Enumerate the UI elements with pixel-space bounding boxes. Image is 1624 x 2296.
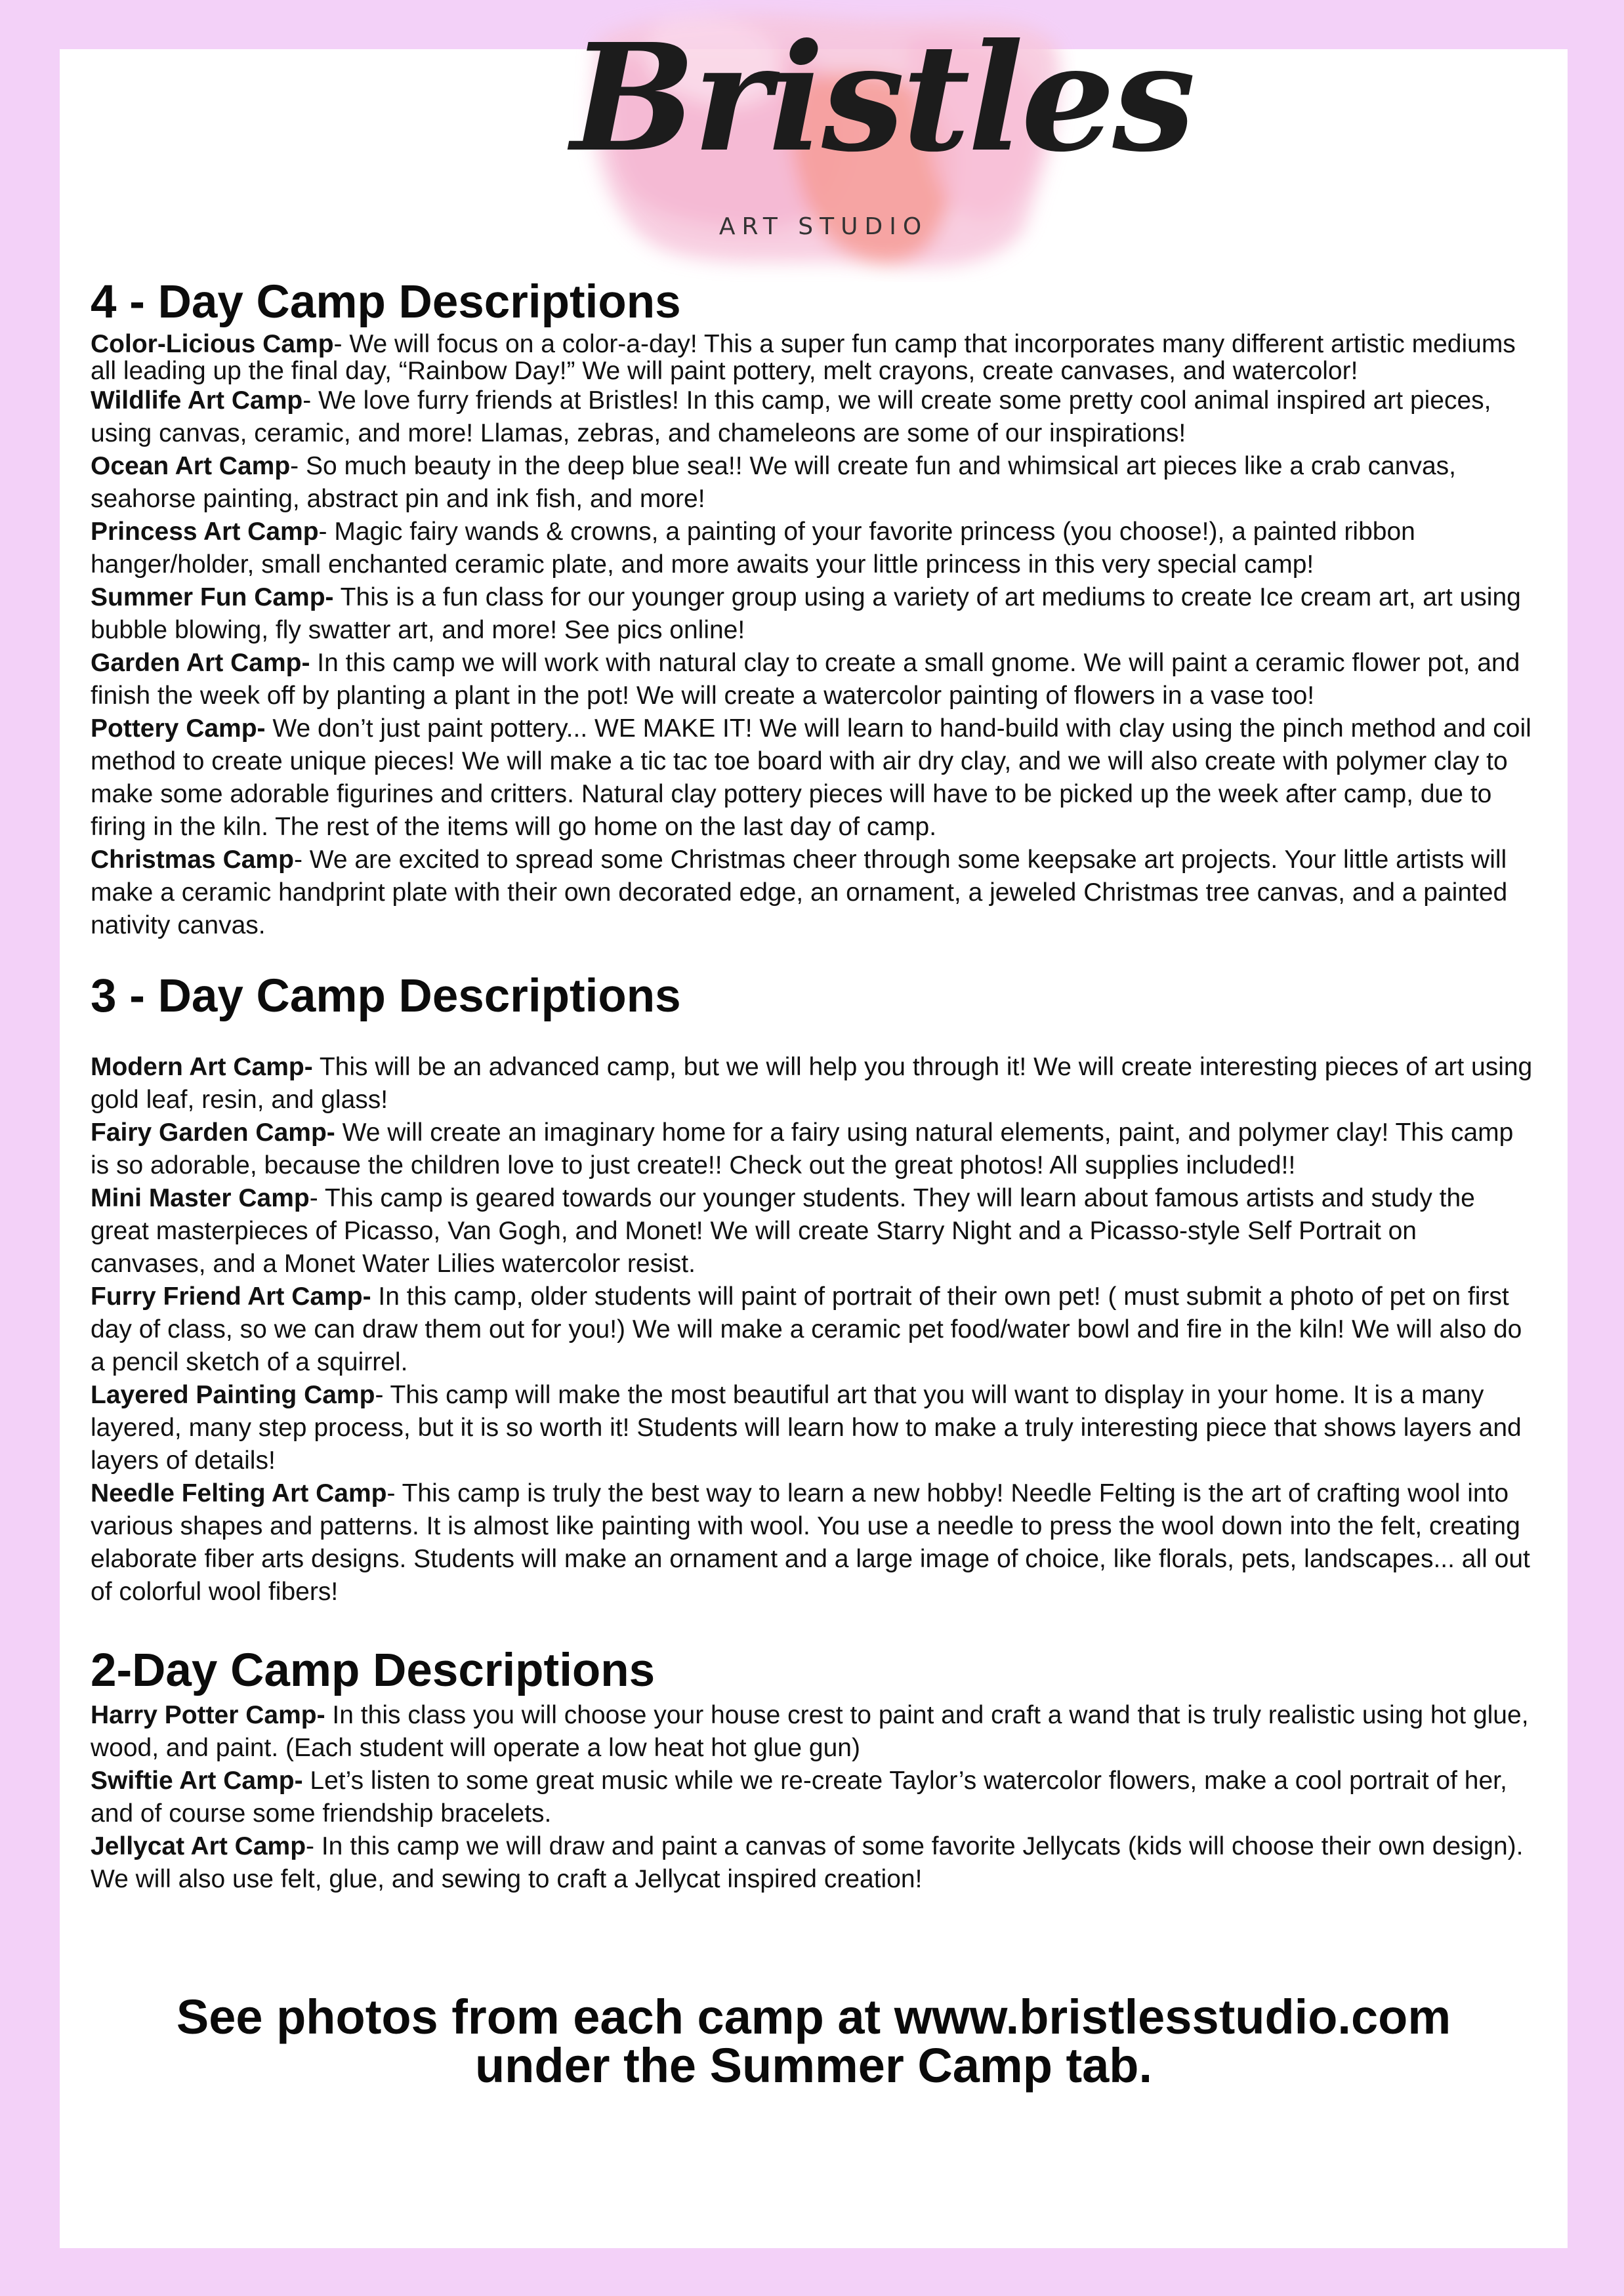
camp-text: - This camp will make the most beautiful art that you will want to display in your home. It is a many layered, many step process, but it is so worth it! Students will learn how to make a truly interesting piece that shows layers and layers of details! [91, 1381, 1522, 1475]
camp-entry [91, 712, 1534, 844]
camp-name: Pottery Camp- [91, 714, 266, 743]
camp-name: Needle Felting Art Camp [91, 1479, 387, 1507]
camp-name: Mini Master Camp [91, 1184, 310, 1212]
camp-name: Fairy Garden Camp- [91, 1118, 335, 1147]
camp-entry [91, 331, 1534, 384]
logo-subtitle: ART STUDIO [718, 213, 928, 240]
camp-text: We don’t just paint pottery... WE MAKE IT! We will learn to hand-build with clay using the pinch method and coil method to create unique pieces! We will make a tic tac toe board with air dry clay, and we will also create with polymer clay to make some adorable figurines and critters. Natural clay pottery pieces will have to be picked up the week after camp, due to firing in the kiln. The rest of the items will go home on the last day of camp. [91, 714, 1531, 841]
camp-name: Layered Painting Camp [91, 1381, 375, 1409]
camp-entry [91, 1182, 1534, 1281]
camp-name: Garden Art Camp- [91, 649, 310, 677]
spacer [91, 1609, 1534, 1643]
four-day-heading: 4 - Day Camp Descriptions [91, 276, 681, 328]
camp-descriptions [91, 274, 1534, 1896]
camp-name: Color-Licious Camp [91, 330, 334, 358]
camp-text: - This camp is geared towards our younger students. They will learn about famous artists and study the great masterpieces of Picasso, Van Gogh, and Monet! We will create Starry Night and a Picasso-style Self Portrait on canvases, and a Monet Water Lilies watercolor resist. [91, 1184, 1475, 1278]
camp-entry [91, 647, 1534, 712]
logo-wordmark: Bristles [571, 12, 1194, 185]
camp-entry [91, 581, 1534, 647]
spacer [91, 1025, 1534, 1051]
camp-text: In this class you will choose your house crest to paint and craft a wand that is truly realistic using hot glue, wood, and paint. (Each student will operate a low heat hot glue gun) [91, 1701, 1529, 1762]
camp-text: This is a fun class for our younger group using a variety of art mediums to create Ice cream art, art using bubble blowing, fly swatter art, and more! See pics online! [91, 583, 1521, 644]
website-callout-line1: See photos from each camp at www.bristlesstudio.com [176, 1990, 1451, 2044]
camp-text: - In this camp we will draw and paint a canvas of some favorite Jellycats (kids will choose their own design). We will also use felt, glue, and sewing to craft a Jellycat inspired creation! [91, 1832, 1524, 1893]
camp-entry [91, 844, 1534, 942]
camp-entry [91, 1379, 1534, 1477]
camp-entry [91, 1830, 1534, 1896]
spacer [91, 942, 1534, 968]
camp-text: - This camp is truly the best way to learn a new hobby! Needle Felting is the art of crafting wool into various shapes and patterns. It is almost like painting with wool. You use a needle to press the wool down into the felt, creating elaborate fiber arts designs. Students will make an ornament and a large image of choice, like florals, pets, landscapes... all out of colorful wool fibers! [91, 1479, 1530, 1606]
camp-entry [91, 1117, 1534, 1182]
camp-entry [91, 450, 1534, 516]
camp-text: - We are excited to spread some Christmas cheer through some keepsake art projects. Your little artists will make a ceramic handprint plate with their own decorated edge, an ornament, a jeweled Christmas tree canvas, and a painted nativity canvas. [91, 846, 1508, 939]
camp-name: Swiftie Art Camp- [91, 1767, 303, 1795]
camp-text: - We will focus on a color-a-day! This a super fun camp that incorporates many different artistic mediums all leading up the final day, “Rainbow Day!” We will paint pottery, melt crayons, create canvases, and watercolor! [91, 330, 1516, 385]
camp-name: Harry Potter Camp- [91, 1701, 325, 1729]
camp-text: In this camp we will work with natural clay to create a small gnome. We will paint a ceramic flower pot, and finish the week off by planting a plant in the pot! We will create a watercolor painting of flowers in a vase too! [91, 649, 1520, 710]
camp-name: Jellycat Art Camp [91, 1832, 306, 1860]
camp-entry [91, 384, 1534, 450]
camp-entry [91, 1765, 1534, 1830]
camp-name: Furry Friend Art Camp- [91, 1282, 371, 1311]
camp-entry [91, 516, 1534, 581]
two-day-heading: 2-Day Camp Descriptions [91, 1645, 656, 1696]
camp-name: Modern Art Camp- [91, 1053, 313, 1081]
website-callout-line2: under the Summer Camp tab. [474, 2038, 1153, 2093]
camp-name: Christmas Camp [91, 846, 294, 874]
camp-entry [91, 1477, 1534, 1609]
brand-logo [571, 0, 1194, 282]
camp-name: Wildlife Art Camp [91, 386, 303, 415]
camp-entry [91, 1699, 1534, 1765]
camp-text: - Magic fairy wands & crowns, a painting of your favorite princess (you choose!), a painted ribbon hanger/holder, small enchanted ceramic plate, and more awaits your little princess in this very special camp! [91, 518, 1415, 579]
camp-entry [91, 1281, 1534, 1379]
camp-text: Let’s listen to some great music while we re-create Taylor’s watercolor flowers, make a cool portrait of her, and of course some friendship bracelets. [91, 1767, 1507, 1828]
camp-text: In this camp, older students will paint of portrait of their own pet! ( must submit a photo of pet on first day of class, so we can draw them out for you!) We will make a ceramic pet food/water bowl and fire in the kiln! We will also do a pencil sketch of a squirrel. [91, 1282, 1522, 1376]
camp-text: - So much beauty in the deep blue sea!! We will create fun and whimsical art pieces like a crab canvas, seahorse painting, abstract pin and ink fish, and more! [91, 452, 1457, 513]
camp-text: - We love furry friends at Bristles! In this camp, we will create some pretty cool animal inspired art pieces, using canvas, ceramic, and more! Llamas, zebras, and chameleons are some of our inspirations! [91, 386, 1491, 447]
camp-text: This will be an advanced camp, but we will help you through it! We will create interesting pieces of art using gold leaf, resin, and glass! [91, 1053, 1533, 1114]
camp-text: We will create an imaginary home for a fairy using natural elements, paint, and polymer clay! This camp is so adorable, because the children love to just create!! Check out the great photos! All supplies included!! [91, 1118, 1514, 1179]
camp-name: Princess Art Camp [91, 518, 319, 546]
website-callout [60, 1990, 1568, 2093]
camp-entry [91, 1051, 1534, 1117]
three-day-heading: 3 - Day Camp Descriptions [91, 970, 681, 1022]
camp-name: Summer Fun Camp- [91, 583, 334, 611]
camp-name: Ocean Art Camp [91, 452, 291, 480]
